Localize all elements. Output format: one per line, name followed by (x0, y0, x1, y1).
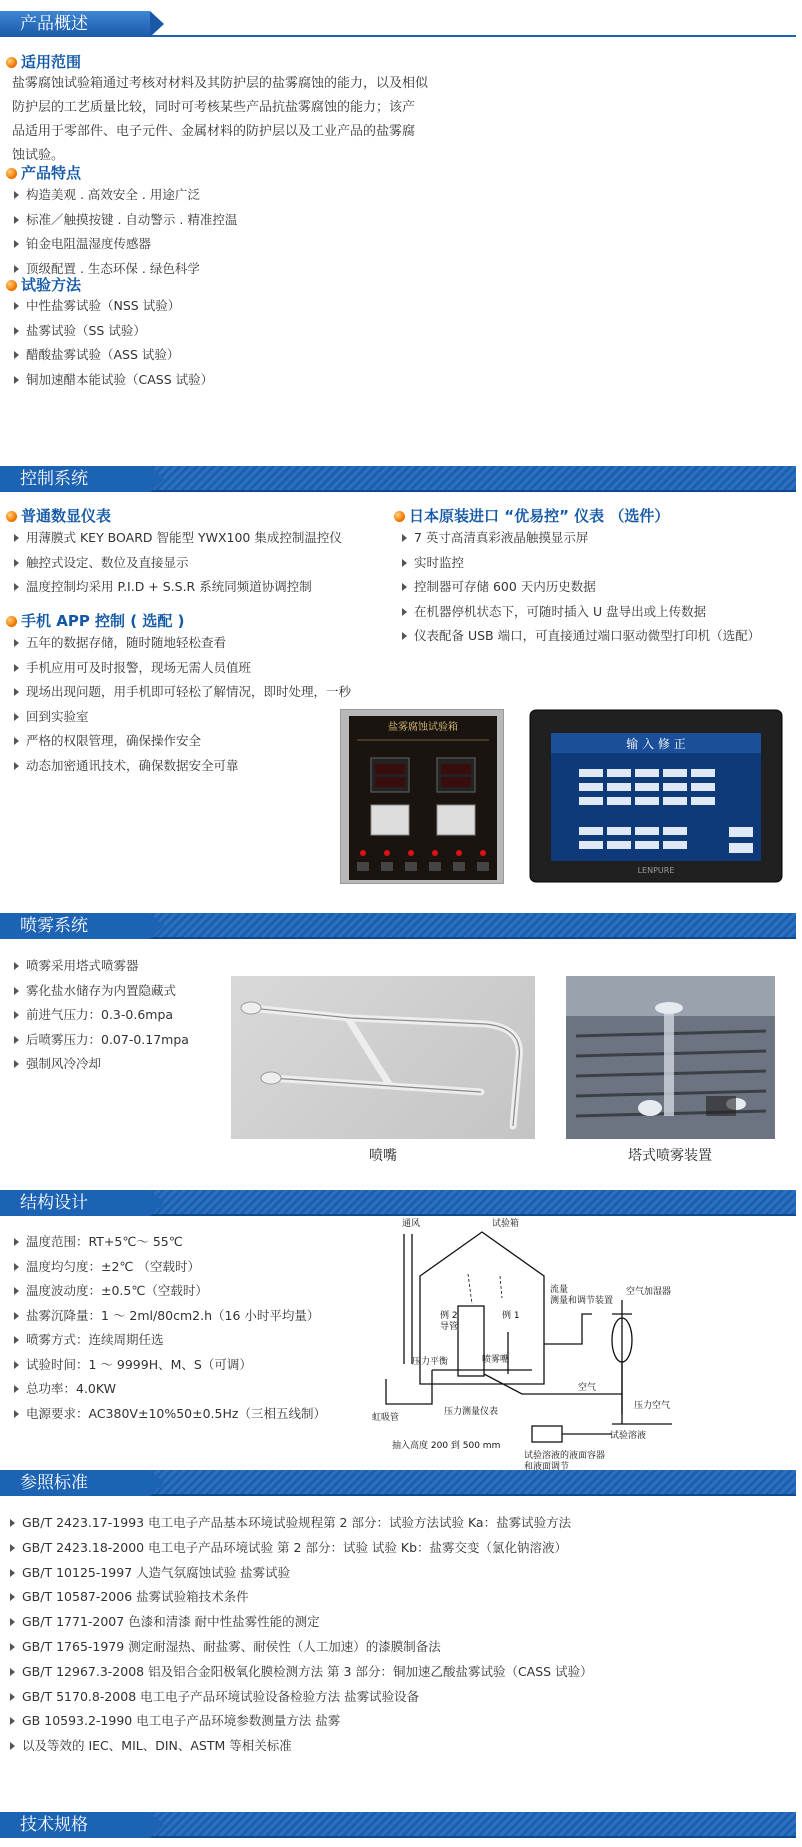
list-item: 喷雾采用塔式喷雾器 (10, 954, 189, 979)
nozzle-caption: 喷嘴 (369, 1148, 397, 1164)
structure-list (10, 1230, 326, 1426)
tower-sprayer-caption: 塔式喷雾装置 (628, 1148, 712, 1164)
japan-meter-title: 日本原装进口 “优易控” 仪表 （选件） (394, 506, 669, 526)
diagram-label-discharge: 虹吸管 (372, 1413, 400, 1423)
list-item: 强制风冷冷却 (10, 1052, 189, 1077)
section-title: 控制系统 (20, 469, 88, 489)
list-item: 五年的数据存储，随时随地轻松查看 (10, 631, 351, 656)
list-item: 温度波动度：±0.5℃（空载时） (10, 1279, 326, 1304)
diagram-label-air: 空气 (578, 1383, 597, 1393)
features-list (10, 183, 237, 281)
section-title: 喷雾系统 (20, 916, 88, 936)
list-item: 用薄膜式 KEY BOARD 智能型 YWX100 集成控制温控仪 (10, 526, 342, 551)
orange-bullet-icon (6, 57, 17, 68)
list-item: 在机器停机状态下，可随时插入 U 盘导出或上传数据 (398, 600, 760, 625)
list-item: GB/T 1771-2007 色漆和清漆 耐中性盐雾性能的测定 (6, 1610, 593, 1635)
methods-title: 试验方法 (6, 275, 81, 295)
orange-bullet-icon (6, 616, 17, 627)
scope-paragraph: 盐雾腐蚀试验箱通过考核对材料及其防护层的盐雾腐蚀的能力，以及相似 防护层的工艺质量比较，同时可考核某些产品抗盐雾腐蚀的能力；该产 品适用于零部件、电子元件、金属材料的防护层以及工业产品的盐雾腐 蚀试验。 (12, 76, 429, 163)
list-item: 实时监控 (398, 551, 760, 576)
list-item: 盐雾试验（SS 试验） (10, 319, 213, 344)
list-item: 中性盐雾试验（NSS 试验） (10, 294, 213, 319)
list-item: 标准／触摸按键 . 自动警示 . 精准控温 (10, 208, 237, 233)
scope-title: 适用范围 (6, 52, 81, 72)
list-item-cont: 回到实验室 (10, 705, 351, 730)
diagram-label-nozzle: 喷雾嘴 (482, 1355, 510, 1365)
diagram-label-solution: 试验溶液 (610, 1431, 647, 1441)
app-control-list (10, 631, 351, 778)
digital-meter-list (10, 526, 342, 600)
tower-sprayer-image (566, 976, 775, 1139)
list-item: 铂金电阻温湿度传感器 (10, 232, 237, 257)
list-item: 总功率：4.0KW (10, 1377, 326, 1402)
digital-meter-title: 普通数显仪表 (6, 506, 111, 526)
section-header-control (0, 466, 796, 492)
section-title: 结构设计 (20, 1193, 88, 1213)
list-item: GB/T 2423.17-1993 电工电子产品基本环境试验规程第 2 部分：试验方法试验 Ka：盐雾试验方法 (6, 1511, 593, 1536)
diagram-label-pressure-meter: 压力测量仪表 (444, 1407, 499, 1417)
nozzle-image (231, 976, 535, 1139)
diagram-label-flow: 流量测量和调节装置 (550, 1285, 614, 1306)
app-control-title: 手机 APP 控制 ( 选配 ) (6, 611, 184, 631)
list-item: 控制器可存储 600 天内历史数据 (398, 575, 760, 600)
section-header-structure (0, 1190, 796, 1216)
list-item: GB/T 1765-1979 测定耐湿热、耐盐雾、耐侯性（人工加速）的漆膜制备法 (6, 1635, 593, 1660)
orange-bullet-icon (394, 511, 405, 522)
standards-list (6, 1511, 593, 1759)
section-header-overview (0, 11, 796, 37)
list-item: 试验时间：1 ～ 9999H、M、S（可调） (10, 1353, 326, 1378)
list-item: 铜加速醋本能试验（CASS 试验） (10, 368, 213, 393)
list-item: 顶级配置 . 生态环保 . 绿色科学 (10, 257, 237, 282)
list-item: 构造美观 . 高效安全 . 用途广泛 (10, 183, 237, 208)
list-item: 温度范围：RT+5℃～ 55℃ (10, 1230, 326, 1255)
diagram-label-height: 抽入高度 200 到 500 mm (392, 1441, 501, 1451)
section-header-specs (0, 1812, 796, 1838)
list-item: 以及等效的 IEC、MIL、DIN、ASTM 等相关标准 (6, 1734, 593, 1759)
list-item: 温度控制均采用 P.I.D + S.S.R 系统同频道协调控制 (10, 575, 342, 600)
section-header-standards (0, 1470, 796, 1496)
diagram-label-pressure-air: 压力空气 (634, 1401, 671, 1411)
orange-bullet-icon (6, 168, 17, 179)
diagram-label-sample1: 例 1 (502, 1311, 520, 1321)
orange-bullet-icon (6, 511, 17, 522)
list-item: 仪表配备 USB 端口，可直接通过端口驱动微型打印机（选配） (398, 624, 760, 649)
list-item: 盐雾沉降量：1 ～ 2ml/80cm2.h（16 小时平均量） (10, 1304, 326, 1329)
diagram-label-humidifier: 空气加湿器 (626, 1287, 672, 1297)
list-item: 温度均匀度：±2℃ （空载时） (10, 1255, 326, 1280)
list-item: 动态加密通讯技术，确保数据安全可靠 (10, 754, 351, 779)
control-panel-image (340, 709, 504, 884)
panel-title: 盐雾腐蚀试验箱 (388, 722, 458, 733)
japan-meter-list (398, 526, 760, 649)
touch-screen-brand: LENPURE (637, 866, 675, 875)
structure-diagram (372, 1214, 692, 1470)
methods-list (10, 294, 213, 392)
list-item: GB/T 12967.3-2008 铝及铝合金阳极氧化膜检测方法 第 3 部分：铜加速乙酸盐雾试验（CASS 试验） (6, 1660, 593, 1685)
list-item: 雾化盐水储存为内置隐藏式 (10, 979, 189, 1004)
list-item: GB/T 10587-2006 盐雾试验箱技术条件 (6, 1585, 593, 1610)
orange-bullet-icon (6, 280, 17, 291)
list-item: GB 10593.2-1990 电工电子产品环境参数测量方法 盐雾 (6, 1709, 593, 1734)
touch-screen-title: 输 入 修 正 (626, 737, 686, 751)
section-title: 技术规格 (20, 1815, 88, 1835)
list-item: GB/T 10125-1997 人造气氛腐蚀试验 盐雾试验 (6, 1561, 593, 1586)
diagram-label-sample2: 例 2 导管 (440, 1311, 459, 1332)
list-item: 前进气压力：0.3-0.6mpa (10, 1003, 189, 1028)
list-item: 手机应用可及时报警，现场无需人员值班 (10, 656, 351, 681)
section-header-spray (0, 913, 796, 939)
list-item: 触控式设定、数位及直接显示 (10, 551, 342, 576)
list-item: GB/T 2423.18-2000 电工电子产品环境试验 第 2 部分：试验 试验 Kb：盐雾交变（氯化钠溶液） (6, 1536, 593, 1561)
list-item: 喷雾方式：连续周期任选 (10, 1328, 326, 1353)
list-item: 7 英寸高清真彩液晶触摸显示屏 (398, 526, 760, 551)
features-title: 产品特点 (6, 163, 81, 183)
list-item: 电源要求：AC380V±10%50±0.5Hz（三相五线制） (10, 1402, 326, 1427)
section-title: 产品概述 (20, 14, 88, 34)
touch-screen-image (529, 709, 783, 883)
diagram-label-vent: 通风 (402, 1219, 421, 1229)
diagram-label-chamber: 试验箱 (492, 1219, 520, 1229)
list-item: GB/T 5170.8-2008 电工电子产品环境试验设备检验方法 盐雾试验设备 (6, 1685, 593, 1710)
list-item: 严格的权限管理，确保操作安全 (10, 729, 351, 754)
diagram-label-balance: 压力平衡 (412, 1357, 449, 1367)
list-item: 后喷雾压力：0.07-0.17mpa (10, 1028, 189, 1053)
section-title: 参照标准 (20, 1473, 88, 1493)
spray-list (10, 954, 189, 1077)
diagram-label-level: 试验溶液的液面容器和液面调节 (524, 1451, 606, 1470)
list-item: 醋酸盐雾试验（ASS 试验） (10, 343, 213, 368)
list-item: 现场出现问题，用手机即可轻松了解情况，即时处理，一秒 (10, 680, 351, 705)
